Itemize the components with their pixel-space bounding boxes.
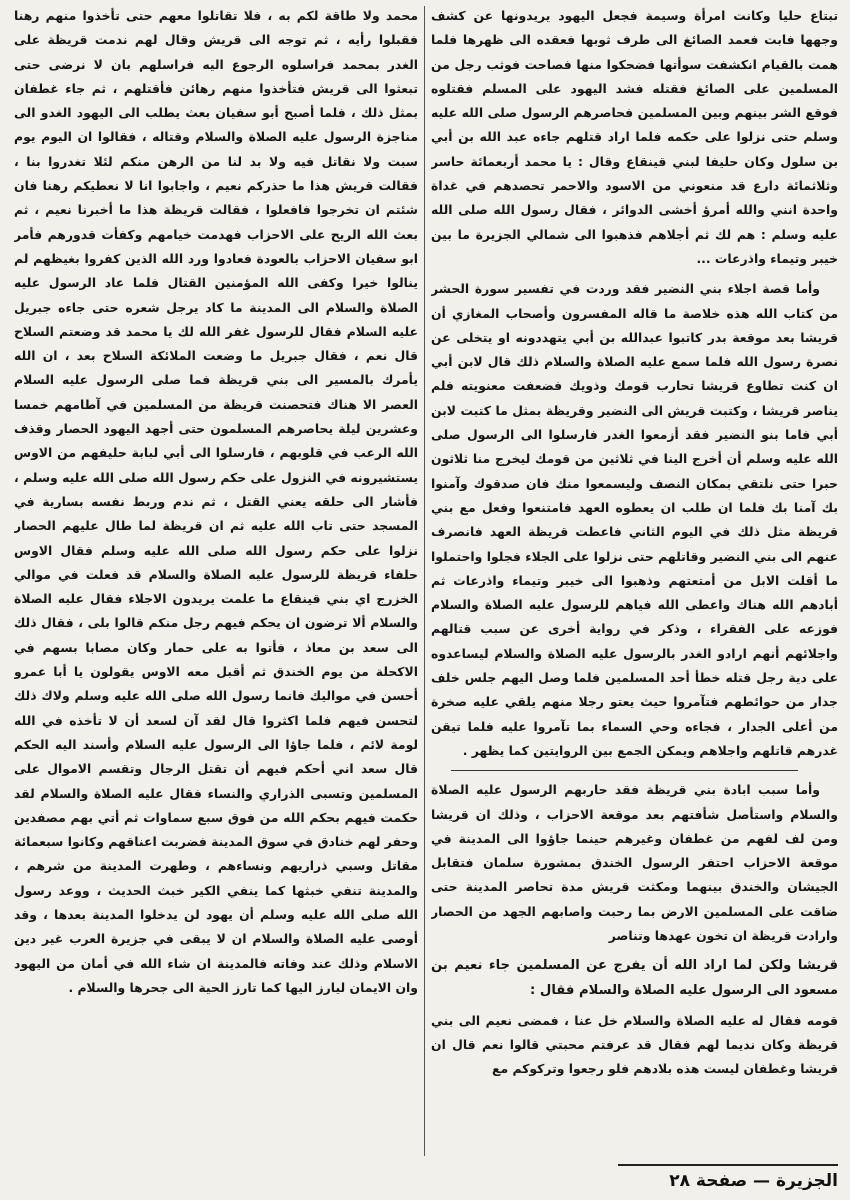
emphasized-passage: قريشا ولكن لما اراد الله أن يفرج عن المسلمين جاء نعيم بن مسعود الى الرسول عليه الصلاة والسلام فقال :	[431, 958, 838, 998]
footer-page-label: الجزيرة — صفحة ٢٨	[669, 1171, 838, 1191]
left-column	[14, 4, 418, 1162]
paragraph-banu-qurayza: وأما سبب ابادة بني قريظة فقد حاربهم الرسول عليه الصلاة والسلام واستأصل شأفتهم بعد موقعة الاحزاب ، وذلك ان قريشا ومن لف لفهم من غطفان وغيرهم حينما جاؤوا الى المدينة في موقعة الاحزاب احتفر الرسول الخندق بمشورة سلمان فتقابل الجيشان والخندق بينهما ومكثت قريش مدة تحاصر المدينة حتى ضاقت على المسلمين الارض بما رحبت واصابهم الجهد من الحصار وارادت قريظة ان تخون عهدها وتناصر	[431, 782, 838, 943]
right-column	[431, 4, 838, 1162]
section-separator	[451, 770, 798, 771]
paragraph-banu-nadir: وأما قصة اجلاء بني النضير فقد وردت في تفسير سورة الحشر من كتاب الله هذه خلاصة ما قاله المفسرون وأصحاب المغازي أن قريشا بعد موقعة بدر كاتبوا عبدالله بن أبي يتهددونه او يتخلى عن نصرة رسول الله فلما سمع عليه الصلاة والسلام ذلك قال لابن أبي ان كنت تطاوع قريشا تحارب قومك وذويك فضعفت معنويته فلم يناصر قريشا ، وكتبت قريش الى النضير وقريظة بمثل ما كتبت لابن أبي فاما بنو النضير فقد أزمعوا الغدر فارسلوا الى الرسول صلى الله عليه وسلم أن أخرج الينا في ثلاثين من قومك ليخرج منا ثلاثون حبرا حتى نلتقي بمكان النصف وليسمعوا منك فان صدقوك وآمنوا بك آمنا بك فلما ان طلب ان يعطوه العهد فامتنعوا وفعل مع بني قريظة مثل ذلك في اليوم الثاني فاعطت قريظة العهد فانصرف عنهم الى بني النضير وقاتلهم حتى نزلوا على الجلاء فجلوا واحتملوا ما أقلت الابل من أمتعتهم وذهبوا الى خيبر وتيماء واذرعات ثم أبادهم الله هناك واعطى الله فياهم للرسول عليه الصلاة والسلام فوزعه على الفقراء ، وذكر في رواية أخرى عن سبب قتالهم واجلائهم أنهم ارادو الغدر بالرسول عليه الصلاة والسلام ليساعدوه على دية رجل قتله خطأ أحد المسلمين فلما وصل اليهم جلس خلف جدار من حوائطهم فتآمروا حيث يعتو رجلا منهم يلقي عليه صخرة من أعلى الجدار ، فجاءه وحي السماء بما تآمروا عليه فلما تيقن غدرهم قاتلهم واجلاهم ويمكن الجمع بين الروايتين كما يظهر .	[431, 281, 838, 758]
paragraph-continuation: محمد ولا طاقة لكم به ، فلا تقاتلوا معهم حتى تأخذوا منهم رهنا فقبلوا رأيه ، ثم توجه الى قريش وقال لهم ندمت قريظة على الغدر بمحمد فراسلوه الرجوع اليه فراسلهم بان لا نرضى حتى تبعثوا الى قريش فتأخذوا منهم رهائن فأقتلهم ، ثم جاء غطفان بمثل ذلك ، فلما أصبح أبو سفيان بعث يطلب الى اليهود الغدو الى مناجزة الرسول عليه الصلاة والسلام وقتاله ، فقالوا ان اليوم يوم سبت ولا نقاتل فيه ولا بد لنا من الرهن منكم لئلا تغدروا بنا ، فقالت قريش هذا ما حذركم نعيم ، واجابوا انا لا نعطيكم رهنا فان شئتم ان تخرجوا فافعلوا ، فقالت قريظة هذا ما أخبرنا نعيم ، ثم بعث الله الريح على الاحزاب فهدمت خيامهم وكفأت قدورهم فأمر ابو سفيان الاحزاب بالعودة فعادوا ورد الله الذين كفروا بغيظهم لم ينالوا خيرا وكفى الله المؤمنين القتال فلما عاد الرسول عليه الصلاة والسلام الى المدينة ما كاد يرجل شعره حتى جاءه جبريل عليه السلام فقال للرسول غفر الله لك يا محمد قد وضعتم السلاح قال نعم ، فقال جبريل ما وضعت الملائكة السلاح بعد ، ان الله يأمرك بالمسير الى بني قريظة فما صلى الرسول عليه السلام العصر الا هناك فتحصنت قريظة من المسلمين في آطامهم خمسا وعشرين ليلة يحاصرهم المسلمون حتى أجهد اليهود الحصار وقذف الله الرعب في قلوبهم ، فارسلوا الى أبي لبابة حليفهم من الاوس يستشيرونه في النزول على حكم رسول الله صلى الله عليه وسلم ، فأشار الى حلقه يعني القتل ، ثم ندم وربط نفسه بسارية في المسجد حتى تاب الله عليه ثم ان قريظة لما طال عليهم الحصار نزلوا على حكم رسول الله صلى الله عليه وسلم فقال الاوس حلفاء قريظة للرسول عليه الصلاة والسلام قد فعلت في موالي الخزرج اي بني قينقاع ما علمت يريدون الاجلاء فقال عليه الصلاة والسلام ألا ترضون ان يحكم فيهم رجل منكم قالوا بلى ، فقال ذلك الى سعد بن معاذ ، فأتوا به على حمار وكان مصابا بسهم في الاكحلة من يوم الخندق ثم أقبل معه الاوس يقولون يا أبا عمرو أحسن في مواليك فانما رسول الله صلى الله عليه وسلم ولاك ذلك لتحسن فيهم فلما اكثروا قال لقد آن لسعد أن لا تأخذه في الله لومة لائم ، فلما جاؤا الى الرسول عليه السلام وأسند اليه الحكم قال سعد اني أحكم فيهم أن تقتل الرجال وتقسم الاموال على المسلمين وتسبى الذراري والنساء فقال عليه الصلاة والسلام لقد حكمت فيهم بحكم الله من فوق سبع سماوات ثم أتي بهم مصفدين وحفر لهم خنادق في سوق المدينة فضربت اعناقهم وكانوا سبعمائة مقاتل وسبي ذراريهم ونساءهم ، وطهرت المدينة من شرهم ، والمدينة تنفي خبثها كما ينفي الكير خبث الحديث ، ووعد رسول الله صلى الله عليه وسلم أن يهود لن يدخلوا المدينة بعدها ، وقد أوصى عليه الصلاة والسلام ان لا يبقى في جزيرة العرب غير دين الاسلام وذلك عند وفاته فالمدينة ان شاء الله في أمان من اليهود وان الايمان ليارز اليها كما تارز الحية الى جحرها والسلام .	[14, 8, 418, 995]
page-footer	[618, 1164, 838, 1196]
column-divider	[424, 6, 425, 1156]
paragraph-nuaym: قومه فقال له عليه الصلاة والسلام خل عنا ، فمضى نعيم الى بني قريظة وكان نديما لهم فقال قد عرفتم محبتي قالوا نعم قال ان قريشا وغطفان ليست هذه بلادهم فلو رجعوا وتركوكم مع	[431, 1012, 838, 1077]
paragraph-banu-qaynuqa: تبتاع حليا وكانت امرأة وسيمة فجعل اليهود يريدونها عن كشف وجهها فابت فعمد الصائغ الى طرف ثوبها فعقده الى ظهرها فلما همت بالقيام انكشفت سوأتها فضحكوا منها فصاحت فوثب رجل من المسلمين على الصائغ فقتله فشد اليهود على المسلم فقتلوه فوقع الشر بينهم وبين المسلمين فحاصرهم الرسول صلى الله عليه وسلم حتى نزلوا على حكمه فلما اراد قتلهم جاءه عبد الله بن أبي بن سلول وكان حليفا لبني قينقاع وقال : يا محمد أربعمائة حاسر وثلاثمائة دارع قد منعوني من الاسود والاحمر تحصدهم في غداة واحدة انني والله أمرؤ أخشى الدوائر ، فقال رسول الله صلى الله عليه وسلم : هم لك ثم أجلاهم فذهبوا الى شمالي الجزيرة ما بين خيبر وتيماء واذرعات ...	[431, 8, 838, 266]
